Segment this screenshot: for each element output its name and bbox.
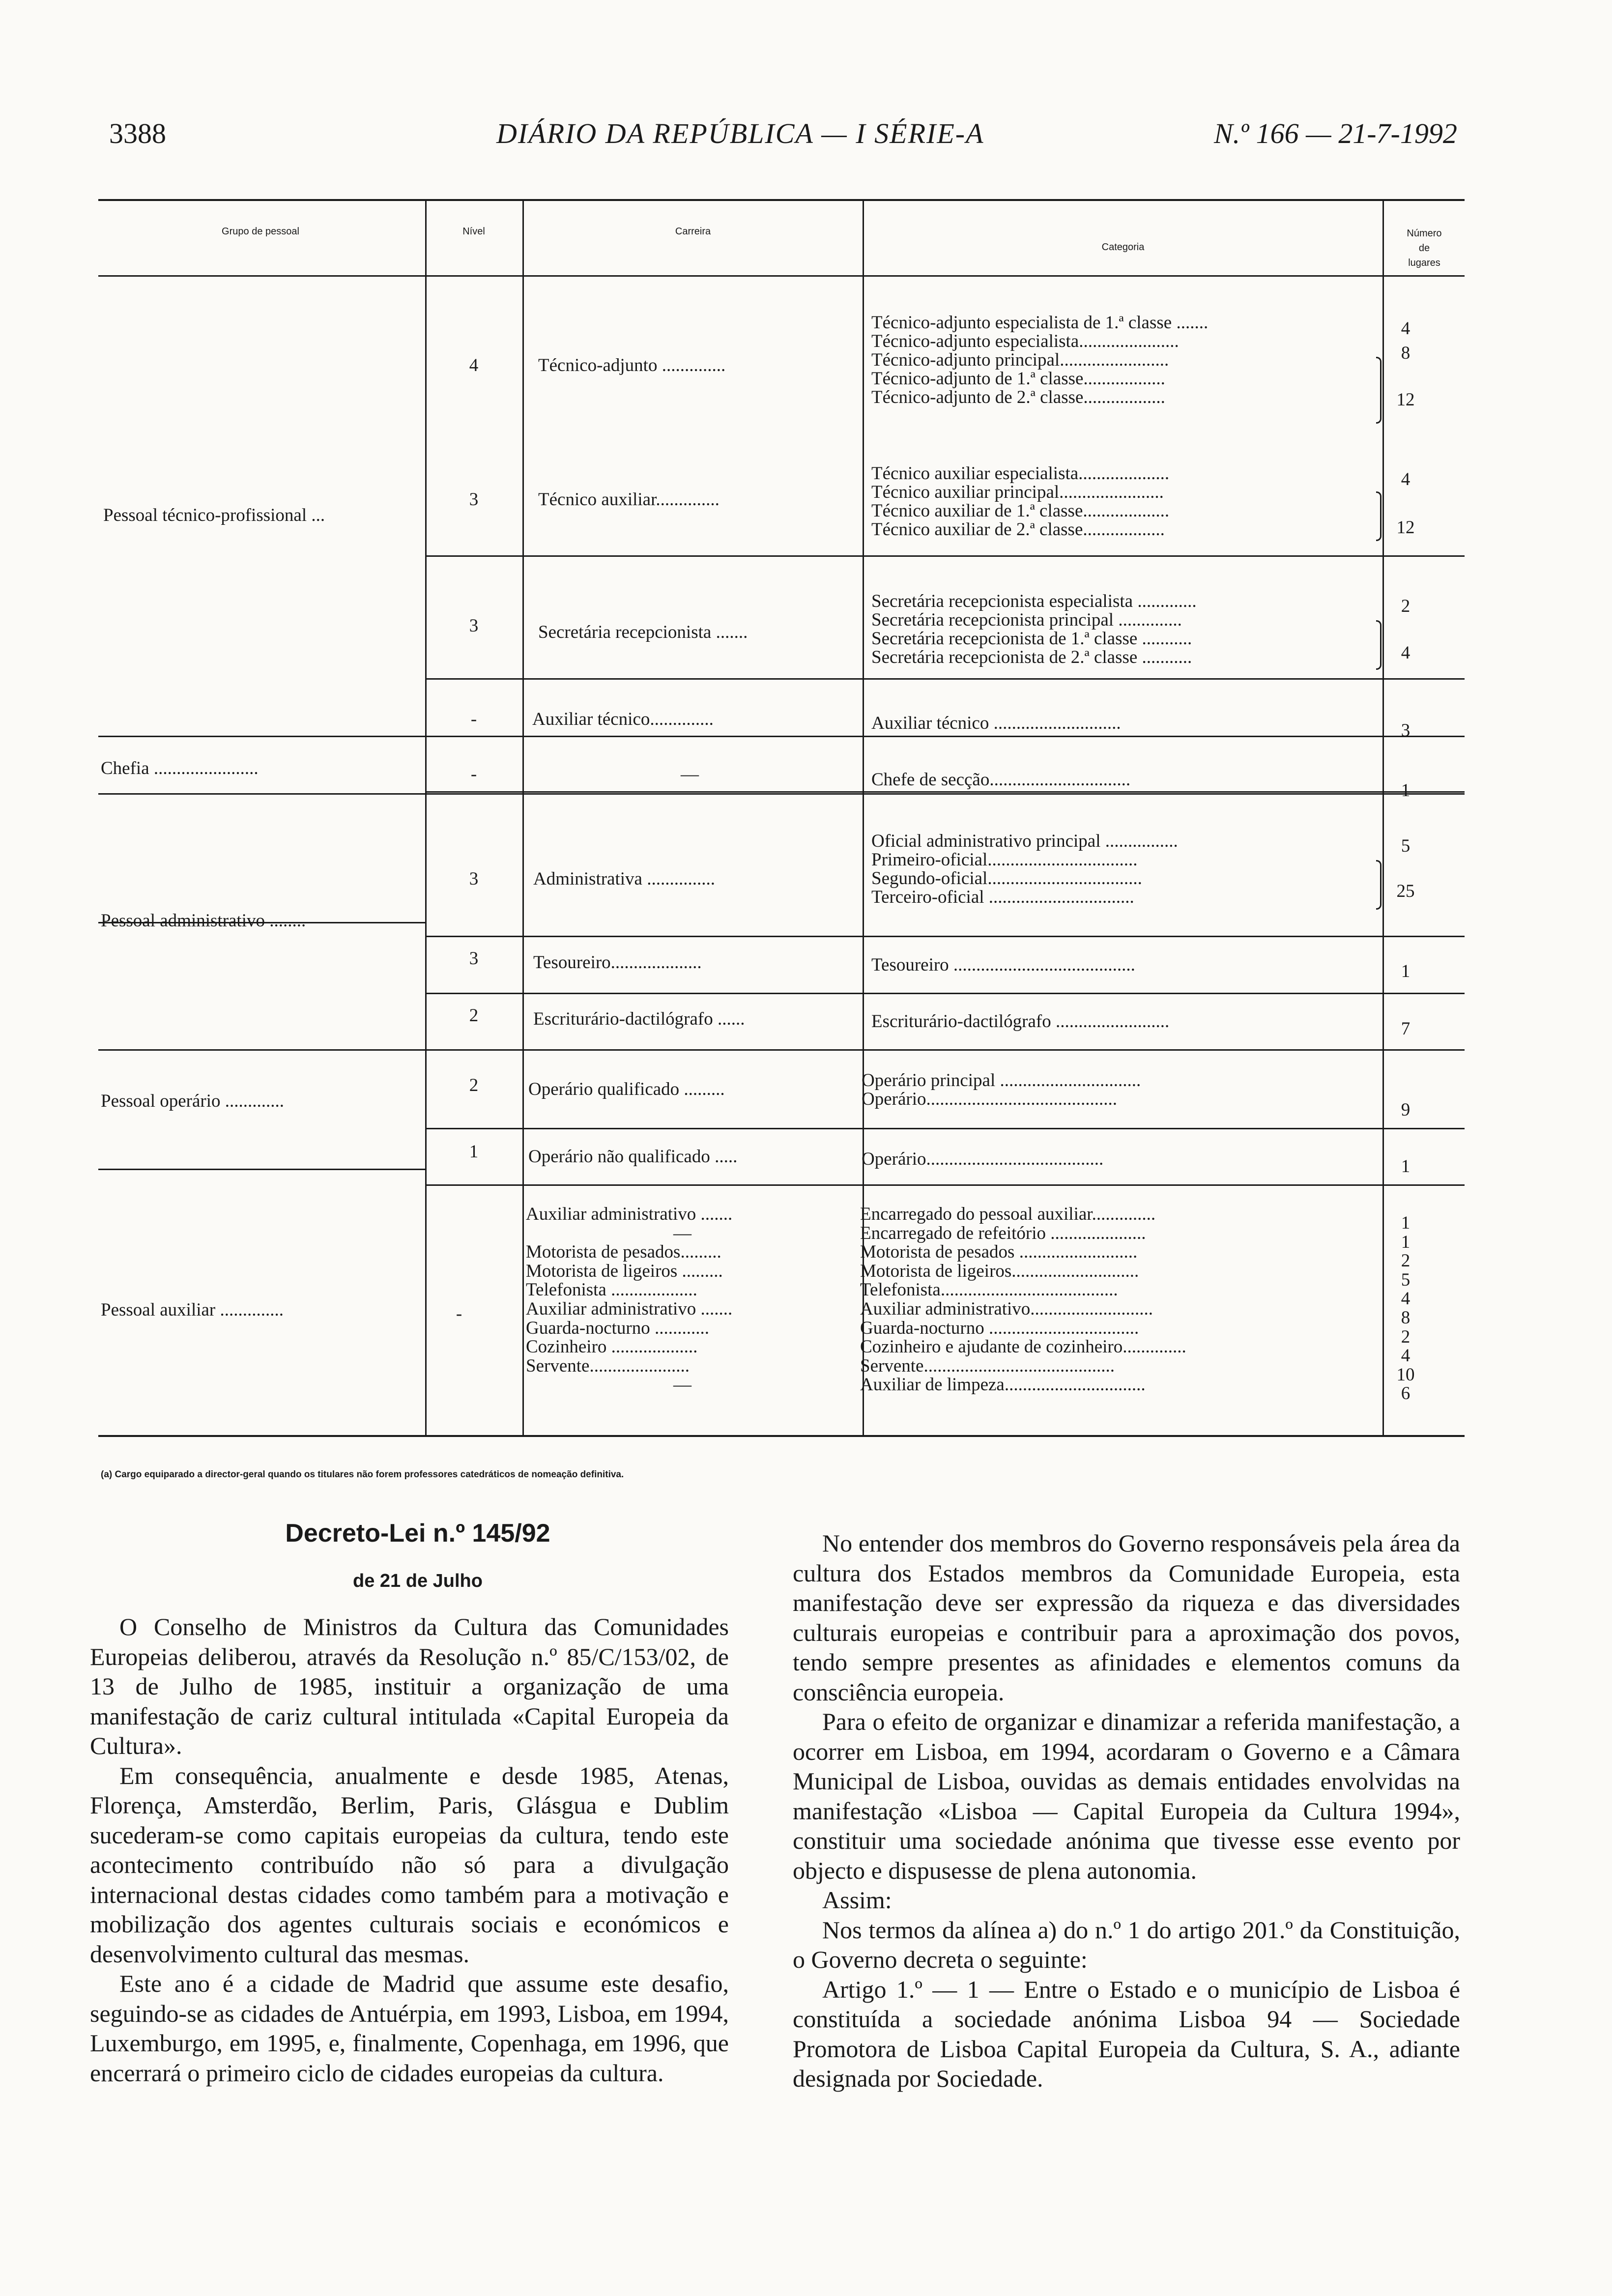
paragraph: O Conselho de Ministros da Cultura das Comunidades Europeias deliberou, através da Resolução n.º 85/C/153/02, de 13 de Julho de 1985, instituir a organização de uma manifestação de cariz cultural intitulada «Capital Europeia da Cultura». xyxy=(90,1613,729,1759)
header-nivel: Nível xyxy=(462,226,485,237)
carreira-cell: Motorista de pesados......... xyxy=(526,1242,721,1263)
nivel-cell: - xyxy=(470,764,477,784)
paragraph: Em consequência, anualmente e desde 1985, Atenas, Florença, Amsterdão, Berlim, Paris, Glásgua e Dublim sucederam-se como capitais europeias da cultura, tendo este acontecimento contribuído não só para a divulgação internacional destas cidades como também para a motivação e mobilização dos agentes culturais sociais e económicos e desenvolvimento cultural das mesmas. xyxy=(90,1761,729,1968)
categoria-cell: Motorista de pesados .......................... xyxy=(860,1242,1138,1263)
lugares-cell: 12 xyxy=(1396,517,1415,538)
carreira-cell: Motorista de ligeiros ......... xyxy=(526,1261,723,1281)
categoria-cell: Auxiliar técnico ............................ xyxy=(871,713,1121,733)
decree-date: de 21 de Julho xyxy=(353,1571,483,1591)
header-numero-line: lugares xyxy=(1408,258,1440,268)
categoria-cell: Técnico auxiliar de 2.ª classe.................. xyxy=(871,519,1165,540)
nivel-cell: 3 xyxy=(469,869,479,889)
categoria-cell: Tesoureiro ........................................ xyxy=(871,955,1135,975)
col-line xyxy=(425,199,427,1435)
journal-title: DIÁRIO DA REPÚBLICA — I SÉRIE-A xyxy=(496,117,984,149)
categoria-cell: Técnico-adjunto principal........................ xyxy=(871,350,1169,370)
categoria-cell: Técnico-adjunto especialista de 1.ª classe ....... xyxy=(871,313,1209,333)
lugares-cell: 4 xyxy=(1401,1346,1410,1366)
row-rule xyxy=(426,993,1465,994)
categoria-cell: Cozinheiro e ajudante de cozinheiro.............. xyxy=(860,1337,1186,1357)
row-rule xyxy=(426,1128,1465,1129)
lugares-cell: 1 xyxy=(1401,1213,1410,1233)
paragraph: Este ano é a cidade de Madrid que assume este desafio, seguindo-se as cidades de Antuérpia, em 1993, Lisboa, em 1994, Luxemburgo, em 1995, e, finalmente, Copenhaga, em 1996, que encerrará o primeiro ciclo de cidades europeias da cultura. xyxy=(90,1970,729,2087)
nivel-cell: 1 xyxy=(469,1142,479,1162)
group-label: Pessoal auxiliar .............. xyxy=(101,1300,284,1320)
lugares-cell: 3 xyxy=(1401,720,1410,741)
lugares-cell: 10 xyxy=(1396,1364,1415,1385)
table-top-rule xyxy=(98,199,1465,201)
header-carreira: Carreira xyxy=(675,226,711,237)
header-rule xyxy=(98,275,1465,277)
carreira-cell: Servente...................... xyxy=(526,1355,690,1376)
decree-title: Decreto-Lei n.º 145/92 xyxy=(285,1519,550,1548)
carreira-cell: — xyxy=(673,1375,691,1395)
paragraph: Para o efeito de organizar e dinamizar a referida manifestação, a ocorrer em Lisboa, em 1994, acordaram o Governo e a Câmara Municipal de Lisboa, ouvidas as demais entidades envolvidas na manifestação «Lisboa — Capital Europeia da Cultura 1994», constituir uma sociedade anónima que tivesse esse evento por objecto e dispusesse de plena autonomia. xyxy=(793,1708,1460,1884)
lugares-cell: 8 xyxy=(1401,1307,1410,1328)
col-line xyxy=(522,199,524,1435)
carreira-cell: Administrativa ............... xyxy=(533,869,715,889)
categoria-cell: Técnico auxiliar de 1.ª classe................... xyxy=(871,501,1170,521)
categoria-cell: Chefe de secção............................... xyxy=(871,770,1131,790)
header-numero-line: de xyxy=(1418,243,1430,254)
row-rule xyxy=(426,678,1465,680)
categoria-cell: Servente.......................................... xyxy=(860,1355,1115,1376)
nivel-cell: - xyxy=(456,1304,462,1324)
lugares-cell: 12 xyxy=(1396,390,1415,410)
text-column-left xyxy=(90,1612,729,2088)
nivel-cell: 2 xyxy=(469,1005,479,1026)
carreira-cell: Operário qualificado ......... xyxy=(528,1079,725,1099)
categoria-cell: Guarda-nocturno ................................. xyxy=(860,1318,1139,1338)
categoria-cell: Motorista de ligeiros............................ xyxy=(860,1261,1139,1281)
nivel-cell: 3 xyxy=(469,948,479,969)
nivel-cell: 3 xyxy=(469,489,479,510)
paragraph: Nos termos da alínea a) do n.º 1 do artigo 201.º da Constituição, o Governo decreta o seguinte: xyxy=(793,1916,1460,1973)
lugares-cell: 6 xyxy=(1401,1383,1410,1404)
categoria-cell: Operário principal ............................... xyxy=(862,1070,1141,1091)
paragraph: No entender dos membros do Governo responsáveis pela área da cultura dos Estados membros da Comunidade Europeia, esta manifestação deve ser expressão da riqueza e das diversidades culturais europeias e contribuir para a aproximação dos povos, tendo sempre presentes as afinidades e elementos comuns da consciência europeia. xyxy=(793,1529,1460,1706)
row-rule xyxy=(98,1049,1465,1051)
nivel-cell: 4 xyxy=(469,355,479,375)
carreira-cell: Operário não qualificado ..... xyxy=(528,1147,738,1167)
lugares-cell: 4 xyxy=(1401,1289,1410,1309)
lugares-cell: 2 xyxy=(1401,1251,1410,1271)
table-bottom-rule xyxy=(98,1435,1465,1437)
row-rule xyxy=(426,555,1465,557)
lugares-cell: 2 xyxy=(1401,596,1410,616)
group-label: Pessoal administrativo ........ xyxy=(101,911,306,931)
categoria-cell: Escriturário-dactilógrafo ......................... xyxy=(871,1011,1170,1032)
categoria-cell: Oficial administrativo principal ................ xyxy=(871,831,1178,851)
carreira-cell: Técnico auxiliar.............. xyxy=(538,489,720,510)
lugares-cell: 4 xyxy=(1401,643,1410,663)
row-rule xyxy=(426,1184,1465,1186)
paragraph: Assim: xyxy=(822,1886,892,1914)
nivel-cell: 3 xyxy=(469,616,479,636)
categoria-cell: Encarregado de refeitório ..................... xyxy=(860,1223,1146,1243)
header-numero-line: Número xyxy=(1407,228,1442,239)
lugares-cell: 9 xyxy=(1401,1100,1410,1120)
row-rule xyxy=(426,791,1465,793)
group-rule xyxy=(98,1169,425,1170)
carreira-cell: Auxiliar técnico.............. xyxy=(532,709,714,729)
header-grupo: Grupo de pessoal xyxy=(222,226,299,237)
categoria-cell: Técnico-adjunto de 2.ª classe.................. xyxy=(871,387,1165,407)
group-label: Chefia ....................... xyxy=(101,758,259,778)
row-rule xyxy=(426,936,1465,937)
group-rule xyxy=(98,736,425,737)
categoria-cell: Secretária recepcionista principal .............. xyxy=(871,610,1182,630)
lugares-cell: 1 xyxy=(1401,961,1410,981)
lugares-cell: 5 xyxy=(1401,836,1410,856)
categoria-cell: Segundo-oficial.................................. xyxy=(871,868,1142,889)
lugares-cell: 5 xyxy=(1401,1269,1410,1290)
lugares-cell: 8 xyxy=(1401,343,1410,363)
categoria-list xyxy=(860,1205,1186,1395)
lugares-cell: 4 xyxy=(1401,469,1410,489)
page-number: 3388 xyxy=(109,117,166,149)
row-rule xyxy=(98,793,1465,795)
categoria-cell: Operário....................................... xyxy=(862,1149,1104,1169)
lugares-cell: 1 xyxy=(1401,1156,1410,1177)
lugares-cell: 4 xyxy=(1401,318,1410,339)
carreira-cell: Auxiliar administrativo ....... xyxy=(526,1204,733,1224)
carreira-cell: Cozinheiro ................... xyxy=(526,1337,698,1357)
carreira-cell: — xyxy=(681,764,699,784)
nivel-cell: 2 xyxy=(469,1075,479,1095)
carreira-list xyxy=(526,1205,732,1395)
paragraph: Artigo 1.º — 1 — Entre o Estado e o município de Lisboa é constituída a sociedade anónima Lisboa 94 — Sociedade Promotora de Lisboa Capital Europeia da Cultura, S. A., adiante designada por Sociedade. xyxy=(793,1975,1460,2092)
lugares-cell: 25 xyxy=(1396,881,1415,901)
lugares-cell: 7 xyxy=(1401,1019,1410,1039)
row-rule xyxy=(426,736,1465,737)
group-label: Pessoal operário ............. xyxy=(101,1091,285,1111)
header-categoria: Categoria xyxy=(1101,242,1145,253)
carreira-cell: Telefonista ................... xyxy=(526,1280,697,1300)
categoria-cell: Telefonista....................................... xyxy=(860,1280,1118,1300)
carreira-cell: Auxiliar administrativo ....... xyxy=(526,1298,733,1319)
brace xyxy=(1376,357,1382,424)
categoria-cell: Auxiliar administrativo........................... xyxy=(860,1298,1153,1319)
carreira-cell: Tesoureiro.................... xyxy=(533,952,702,973)
lugares-cell: 1 xyxy=(1401,1232,1410,1252)
lugares-list xyxy=(1381,1214,1430,1404)
categoria-cell: Técnico auxiliar principal....................... xyxy=(871,482,1164,502)
categoria-cell: Técnico-adjunto de 1.ª classe.................. xyxy=(871,369,1165,389)
table-footnote: (a) Cargo equiparado a director-geral quando os titulares não forem professores catedráticos de nomeação definitiva. xyxy=(101,1469,624,1480)
carreira-cell: Guarda-nocturno ............ xyxy=(526,1318,709,1338)
text-column-right xyxy=(793,1528,1460,2094)
categoria-cell: Técnico auxiliar especialista.................... xyxy=(871,463,1170,484)
nivel-cell: - xyxy=(470,709,477,729)
categoria-cell: Secretária recepcionista de 2.ª classe ........... xyxy=(871,647,1192,667)
header-numero xyxy=(1384,226,1465,270)
carreira-cell: Técnico-adjunto .............. xyxy=(538,355,726,375)
categoria-cell: Técnico-adjunto especialista...................... xyxy=(871,331,1179,351)
lugares-cell: 1 xyxy=(1401,780,1410,801)
group-label: Pessoal técnico-profissional ... xyxy=(103,505,325,525)
issue-date: N.º 166 — 21-7-1992 xyxy=(1214,117,1457,149)
categoria-cell: Encarregado do pessoal auxiliar.............. xyxy=(860,1204,1156,1224)
categoria-cell: Auxiliar de limpeza............................... xyxy=(860,1375,1146,1395)
categoria-cell: Terceiro-oficial ................................ xyxy=(871,887,1134,907)
carreira-cell: Secretária recepcionista ....... xyxy=(538,622,748,642)
categoria-cell: Primeiro-oficial................................. xyxy=(871,850,1138,870)
categoria-cell: Secretária recepcionista de 1.ª classe ........... xyxy=(871,629,1192,649)
categoria-cell: Secretária recepcionista especialista ............. xyxy=(871,591,1197,611)
lugares-cell: 2 xyxy=(1401,1326,1410,1347)
carreira-cell: Escriturário-dactilógrafo ...... xyxy=(533,1009,745,1029)
carreira-cell: — xyxy=(673,1223,691,1243)
categoria-cell: Operário.......................................... xyxy=(862,1089,1117,1109)
